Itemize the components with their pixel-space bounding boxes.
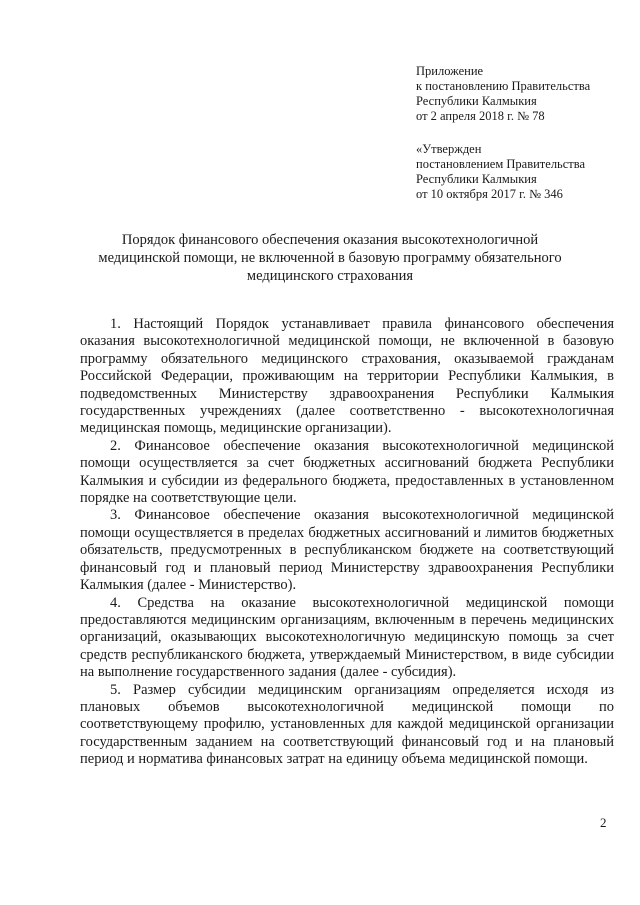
title-line: медицинского страхования (246, 268, 414, 284)
paragraph-5: 5. Размер субсидии медицинским организациям определяется исходя из плановых объемов высокотехнологичной медицинской помощи по соответствующему профилю, установленных для каждой медицинской организации государственным заданием на соответствующий финансовый год и на плановый период и норматива финансовых затрат на единицу объема медицинской помощи. (80, 681, 614, 768)
paragraph-4: 4. Средства на оказание высокотехнологичной медицинской помощи предоставляются медицинским организациям, включенным в перечень медицинских организаций, оказывающих высокотехнологичную медицинскую помощь за счет средств республиканского бюджета, утверждаемый Министерством, в виде субсидии на выполнение государственного задания (далее - субсидия). (80, 594, 614, 681)
approval-line: постановлением Правительства (416, 157, 586, 171)
document-title (80, 231, 580, 285)
page-number: 2 (600, 815, 607, 830)
appendix-line: Приложение (416, 64, 484, 78)
appendix-block (416, 64, 590, 124)
title-line: медицинской помощи, не включенной в базовую программу обязательного (98, 250, 562, 266)
approval-line: Республики Калмыкия (416, 172, 537, 186)
approval-line: от 10 октября 2017 г. № 346 (416, 187, 563, 201)
approval-block (416, 142, 585, 202)
appendix-line: от 2 апреля 2018 г. № 78 (416, 109, 545, 123)
paragraph-2: 2. Финансовое обеспечение оказания высокотехнологичной медицинской помощи осуществляется за счет бюджетных ассигнований бюджета Республики Калмыкия и субсидии из федерального бюджета, предоставленных в установленном порядке на соответствующие цели. (80, 437, 614, 507)
appendix-line: к постановлению Правительства (416, 79, 591, 93)
title-line: Порядок финансового обеспечения оказания высокотехнологичной (121, 232, 539, 248)
approval-line: «Утвержден (416, 142, 482, 156)
document-body (80, 316, 614, 769)
paragraph-3: 3. Финансовое обеспечение оказания высокотехнологичной медицинской помощи осуществляется в пределах бюджетных ассигнований и лимитов бюджетных обязательств, предусмотренных в республиканском бюджете на соответствующий финансовый год и плановый период Министерству здравоохранения Республики Калмыкия (далее - Министерство). (80, 507, 614, 594)
paragraph-1: 1. Настоящий Порядок устанавливает правила финансового обеспечения оказания высокотехнологичной медицинской помощи, не включенной в базовую программу обязательного медицинского страхования, оказываемой гражданам Российской Федерации, проживающим на территории Республики Калмыкия, в подведомственных Министерству здравоохранения Республики Калмыкия государственных учреждениях (далее соответственно - высокотехнологичная медицинская помощь, медицинские организации). (80, 316, 614, 437)
appendix-line: Республики Калмыкия (416, 94, 537, 108)
